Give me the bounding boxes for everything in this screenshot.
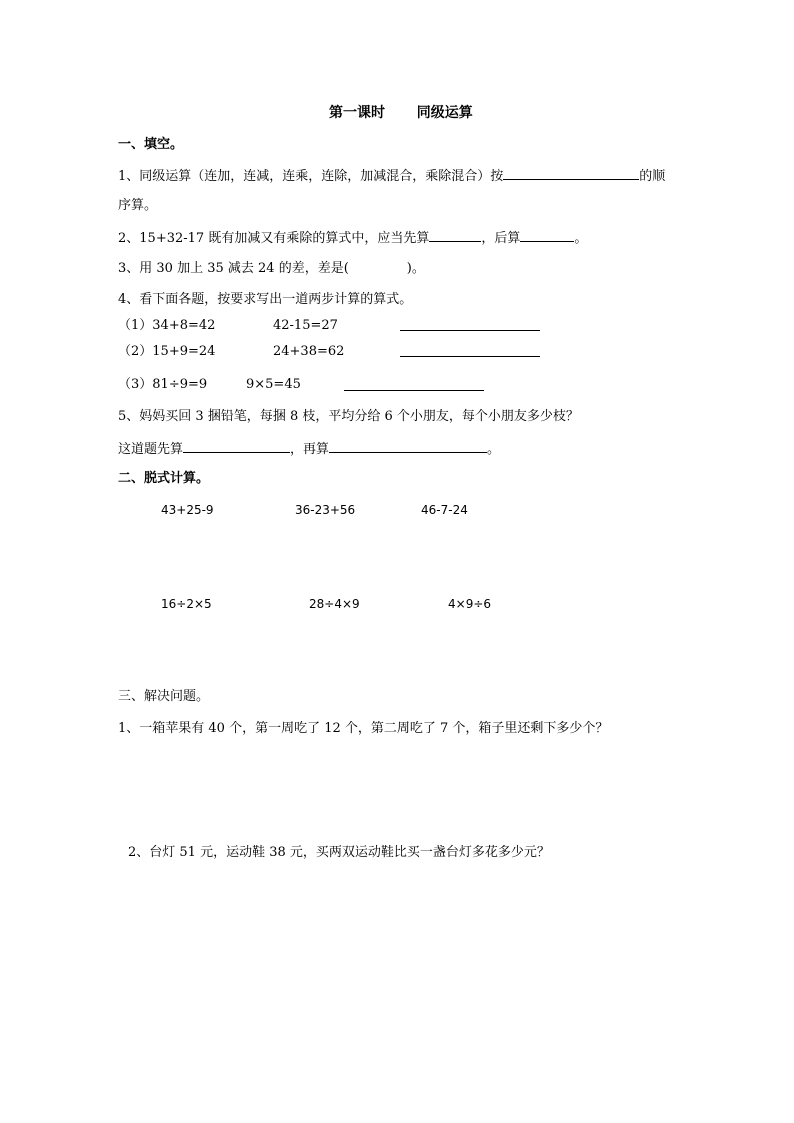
- q1-2-blank-first[interactable]: [429, 229, 481, 242]
- q1-4-item-3-label: （3）81÷9=9: [118, 377, 208, 392]
- section1-heading: 一、填空。: [118, 137, 184, 152]
- calc-4: 16÷2×5: [161, 597, 212, 611]
- page-title: [329, 105, 473, 121]
- question-3-1: 1、一箱苹果有 40 个，第一周吃了 12 个，第二周吃了 7 个，箱子里还剩下多少个？: [118, 721, 609, 736]
- section3-heading: 三、解决问题。: [118, 689, 210, 704]
- question-1-1-line2: 序算。: [118, 198, 158, 213]
- calc-1: 43+25-9: [161, 503, 214, 517]
- q1-5-suffix: 。: [487, 442, 501, 457]
- q1-4-item-3-answer-line[interactable]: [344, 390, 484, 391]
- q1-4-item-2-eq2: 24+38=62: [273, 344, 345, 359]
- question-1-2: [118, 229, 587, 247]
- question-1-5: 5、妈妈买回 3 捆铅笔，每捆 8 枝，平均分给 6 个小朋友，每个小朋友多少枝？: [118, 409, 579, 424]
- section2-heading: 二、脱式计算。: [118, 471, 210, 486]
- q1-5-blank-second[interactable]: [329, 440, 487, 453]
- calc-6: 4×9÷6: [448, 597, 492, 611]
- title-lesson: 第一课时: [329, 105, 385, 121]
- calc-5: 28÷4×9: [309, 597, 360, 611]
- q1-4-item-1-eq2: 42-15=27: [273, 318, 338, 333]
- question-1-5-answer: [118, 440, 500, 458]
- question-1-1: [118, 167, 665, 185]
- q1-4-item-1-label: （1）34+8=42: [118, 318, 216, 333]
- q1-5-prefix: 这道题先算: [118, 442, 184, 457]
- question-3-2: 2、台灯 51 元，运动鞋 38 元，买两双运动鞋比买一盏台灯多花多少元？: [128, 845, 550, 860]
- q1-2-prefix: 2、15+32-17 既有加减又有乘除的算式中，应当先算: [118, 231, 430, 246]
- calc-3: 46-7-24: [421, 503, 468, 517]
- q1-1-suffix: 的顺: [639, 169, 666, 184]
- title-topic: 同级运算: [416, 105, 473, 121]
- q1-2-suffix: 。: [574, 231, 588, 246]
- calc-2: 36-23+56: [295, 503, 356, 517]
- question-1-4: 4、看下面各题，按要求写出一道两步计算的算式。: [118, 292, 413, 307]
- q1-4-item-1-answer-line[interactable]: [400, 330, 540, 331]
- q1-5-middle: ，再算: [290, 442, 330, 457]
- q1-3-suffix: )。: [406, 261, 425, 276]
- q1-1-prefix: 1、同级运算（连加，连减，连乘，连除，加减混合，乘除混合）按: [118, 169, 504, 184]
- question-1-3: [118, 261, 425, 277]
- q1-5-blank-first[interactable]: [183, 440, 290, 453]
- q1-1-blank[interactable]: [503, 167, 639, 180]
- q1-2-blank-second[interactable]: [520, 229, 574, 242]
- q1-4-item-2-answer-line[interactable]: [400, 356, 540, 357]
- q1-4-item-3-eq2: 9×5=45: [246, 377, 301, 392]
- q1-3-text: 3、用 30 加上 35 减去 24 的差，差是(: [118, 261, 349, 276]
- q1-2-middle: ，后算: [481, 231, 521, 246]
- q1-4-item-2-label: （2）15+9=24: [118, 344, 216, 359]
